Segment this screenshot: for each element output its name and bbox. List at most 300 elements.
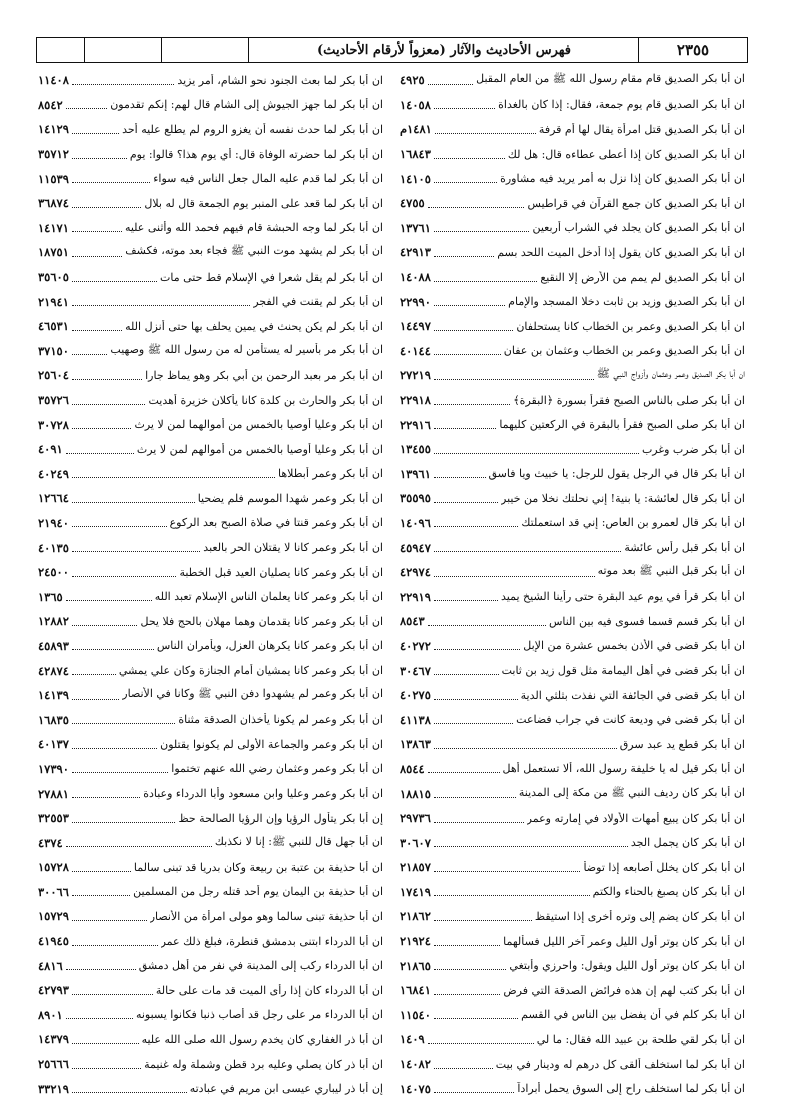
- index-entry: [38, 511, 383, 536]
- entry-number: ١١٥٤٠: [400, 1007, 431, 1022]
- leader-dots: [434, 100, 495, 109]
- index-entry: [400, 191, 745, 216]
- entry-text: ان أبا بكر وعمر وعليا وابن مسعود وأبا الدرداء وعبادة: [143, 787, 383, 801]
- entry-number: ٤٣٧٤: [38, 835, 63, 850]
- entry-number: ٢١٩٤١: [38, 294, 69, 309]
- entry-number: ٤٠١٣٧: [38, 737, 69, 752]
- entry-text: ان أبا بكر قيل له يا خليفة رسول الله، ألا تستعمل أهل: [502, 762, 745, 776]
- index-entry: [400, 978, 745, 1003]
- index-entry: [400, 363, 745, 388]
- entry-text: ان أبا بكر وعمر لم يشهدوا دفن النبي ﷺ وكانا في الأنصار: [122, 687, 383, 701]
- index-entry: [38, 683, 383, 708]
- index-entry: [38, 462, 383, 487]
- leader-dots: [72, 518, 167, 527]
- entry-text: ان أبا بكر لما قعد على المنبر يوم الجمعة قال له بلال: [144, 196, 383, 210]
- leader-dots: [428, 764, 500, 773]
- index-entry: [38, 535, 383, 560]
- entry-number: ١٤٠٧٥: [400, 1081, 431, 1096]
- entry-text: ان أبا بكر وعمر كانا يعلمان الناس الإسلام تعبد الله: [154, 590, 383, 604]
- entry-text: ان أبا بكر الصديق وعمر بن الخطاب وعثمان بن عفان: [503, 344, 745, 358]
- index-entry: [38, 1052, 383, 1077]
- leader-dots: [434, 518, 519, 527]
- leader-dots: [428, 617, 546, 626]
- entry-text: ان أبا بكر قال لعمرو بن العاص: إني قد استعملتك: [521, 516, 745, 530]
- leader-dots: [72, 322, 122, 331]
- leader-dots: [72, 887, 130, 896]
- entry-text: ان أبا بكر كان يجمل الجد: [630, 836, 745, 850]
- entry-text: ان أبا بكر وعمر وعثمان رضي الله عنهم تختموا: [171, 762, 383, 776]
- index-entry: [400, 1076, 745, 1101]
- index-entry: [400, 904, 745, 929]
- entry-number: ١٣٤٥٥: [400, 442, 431, 457]
- leader-dots: [72, 863, 131, 872]
- index-entry: [38, 363, 383, 388]
- index-entry: [38, 142, 383, 167]
- entry-number: ١١٤٠٨: [38, 73, 69, 88]
- entry-text: ان أبا بكر كان يضم إلى وتره أخرى إذا استيقظ: [534, 909, 745, 923]
- leader-dots: [434, 691, 518, 700]
- entry-number: ١٨٨١٥: [400, 786, 431, 801]
- entry-text: ان أبا حذيفة بن عتبة بن ربيعة وكان بدريا قد تبنى سالما: [133, 860, 383, 874]
- index-entry: [38, 68, 383, 93]
- entry-text: ان أبا بكر لم يقل شعرا في الإسلام قط حتى مات: [160, 270, 383, 284]
- leader-dots: [72, 1035, 139, 1044]
- entry-number: ١٧٣٩٠: [38, 761, 69, 776]
- entry-text: ان أبا بكر لم يشهد موت النبي ﷺ فجاء بعد موته، فكشف: [125, 244, 383, 258]
- entry-number: ١٤٣٧٩: [38, 1032, 69, 1047]
- leader-dots: [434, 1010, 518, 1019]
- entry-number: ٤١١٣٨: [400, 712, 431, 727]
- entry-number: ١٣٩٦١: [400, 466, 431, 481]
- leader-dots: [434, 1060, 493, 1069]
- entry-text: ان أبا بكر لما جهز الجيوش إلى الشام قال لهم: إنكم تقدمون: [110, 98, 383, 112]
- entry-text: ان أبا بكر وعمر والجماعة الأولى لم يكونوا يقتلون: [160, 737, 383, 751]
- index-entry: [400, 117, 745, 142]
- entry-number: ٤٨١٦: [38, 958, 63, 973]
- entry-text: ان أبا بكر ضرب وغرب: [641, 442, 745, 456]
- leader-dots: [72, 937, 158, 946]
- entry-text: ان أبا بكر الصديق كان يجلد في الشراب أربعين: [532, 221, 745, 235]
- entry-text: ان أبا بكر لم يقنت في الفجر: [253, 295, 383, 309]
- entry-text: ان أبا ذر كان يصلي وعليه برد قطن وشملة وله غنيمة: [144, 1057, 383, 1071]
- entry-text: ان أبا بكر الصديق وعمر بن الخطاب كانا يستحلفان: [516, 319, 745, 333]
- index-entry: [400, 1027, 745, 1052]
- entry-number: ٣٢٥٥٣: [38, 811, 69, 826]
- index-entry: [38, 658, 383, 683]
- entry-number: ١٢٦٦٤: [38, 491, 69, 506]
- index-entry: [400, 1003, 745, 1028]
- entry-number: ١٥٧٢٩: [38, 909, 69, 924]
- index-entry: [400, 511, 745, 536]
- leader-dots: [72, 174, 150, 183]
- index-entry: [400, 1052, 745, 1077]
- entry-number: ١٤١٧١: [38, 220, 69, 235]
- index-entry: [38, 732, 383, 757]
- entry-text: إن أبا ذر ليباري عيسى ابن مريم في عبادته: [189, 1082, 383, 1096]
- leader-dots: [66, 961, 136, 970]
- leader-dots: [434, 420, 496, 429]
- index-entry: [400, 609, 745, 634]
- leader-dots: [434, 912, 532, 921]
- entry-text: ان أبا بكر قال في الرجل يقول للرجل: يا خبيث ويا فاسق: [488, 467, 745, 481]
- entry-number: ٣٠٦٠٧: [400, 835, 431, 850]
- entry-number: ٢٢٩١٨: [400, 393, 431, 408]
- leader-dots: [434, 592, 498, 601]
- leader-dots: [434, 445, 639, 454]
- leader-dots: [72, 420, 132, 429]
- right-index-column: [400, 68, 745, 1101]
- index-entry: [400, 634, 745, 659]
- entry-number: ١٤١٢٩: [38, 122, 69, 137]
- leader-dots: [66, 100, 107, 109]
- entry-text: ان أبا بكر كتب لهم إن هذه فرائض الصدقة التي فرض: [503, 983, 745, 997]
- entry-number: ٣٥٧١٢: [38, 147, 69, 162]
- index-entry: [38, 314, 383, 339]
- entry-text: ان أبا بكر لما قدم عليه المال جعل الناس فيه سواء: [153, 172, 383, 186]
- entry-text: ان أبا بكر الصديق وزيد بن ثابت دخلا المسجد والإمام: [508, 295, 745, 309]
- entry-text: ان أبا بكر لما حضرته الوفاة قال: أي يوم هذا؟ قالوا: يوم: [129, 147, 383, 161]
- index-entry: [400, 757, 745, 782]
- page-number: ٢٣٥٥: [676, 41, 710, 59]
- leader-dots: [434, 297, 505, 306]
- index-entry: [400, 166, 745, 191]
- entry-text: ان أبا بكر الصديق كان جمع القرآن في قراطيس: [527, 196, 745, 210]
- entry-text: ان أبا بكر الصديق قتل امرأة يقال لها أم قرفة: [538, 122, 745, 136]
- entry-text: ان أبا بكر لم يكن يحنث في يمين يحلف بها حتى أنزل الله: [125, 319, 383, 333]
- leader-dots: [435, 125, 536, 134]
- index-entry: [400, 93, 745, 118]
- entry-number: ١٤٠٩: [400, 1032, 425, 1047]
- leader-dots: [66, 592, 152, 601]
- leader-dots: [72, 223, 122, 232]
- index-entry: [400, 707, 745, 732]
- index-entry: [400, 289, 745, 314]
- index-entry: [400, 462, 745, 487]
- entry-text: ان أبا بكر قضى في الأذن بخمس عشرة من الإبل: [523, 639, 745, 653]
- entry-number: ١٤١٣٩: [38, 688, 69, 703]
- index-entry: [38, 757, 383, 782]
- entry-text: ان أبا بكر لما حدث نفسه أن يغزو الروم لم يطلع عليه أحد: [122, 122, 383, 136]
- leader-dots: [72, 789, 140, 798]
- leader-dots: [72, 740, 157, 749]
- leader-dots: [72, 691, 119, 700]
- leader-dots: [72, 297, 250, 306]
- index-entry: [400, 683, 745, 708]
- leader-dots: [434, 396, 510, 405]
- entry-number: ١١٥٣٩: [38, 171, 69, 186]
- index-entry: [38, 289, 383, 314]
- entry-number: ٢٢٩١٦: [400, 417, 431, 432]
- index-entry: [38, 953, 383, 978]
- entry-number: ١٤٠٩٦: [400, 515, 431, 530]
- entry-number: ٤٠١٣٥: [38, 540, 69, 555]
- entry-number: ١٤٠٥٨: [400, 97, 431, 112]
- leader-dots: [72, 543, 200, 552]
- entry-number: ١٦٨٣٥: [38, 712, 69, 727]
- entry-text: ان أبا بكر لقي طلحة بن عبيد الله فقال: ما لي: [536, 1032, 745, 1046]
- entry-text: ان أبا بكر وعمر لم يكونا يأخذان الصدقة مثناة: [178, 713, 383, 727]
- entry-text: ان أبا بكر وعليا أوصيا بالخمس من أموالهما لمن لا يرث: [134, 418, 383, 432]
- entry-text: ان أبا بكر وعمر أبطلاها: [278, 467, 383, 481]
- index-entry: [38, 904, 383, 929]
- entry-text: ان أبا بكر وعمر كانا يمشيان أمام الجنازة وكان علي يمشي: [118, 664, 383, 678]
- entry-text: ان أبا بكر الصديق وعمر وعثمان وأزواج النبي ﷺ: [596, 367, 745, 381]
- entry-number: ٤١٩٤٥: [38, 934, 69, 949]
- entry-number: ٤٢٩١٣: [400, 245, 431, 260]
- entry-number: ٢٧٢١٩: [400, 368, 431, 383]
- index-entry: [38, 240, 383, 265]
- leader-dots: [72, 814, 176, 823]
- entry-text: ان أبا بكر قبل النبي ﷺ بعد موته: [597, 564, 745, 578]
- entry-text: ان أبا بكر مر بعبد الرحمن بن أبي بكر وهو يماظ جارا: [145, 368, 383, 382]
- entry-number: ٨٥٤٤: [400, 761, 425, 776]
- entry-number: ١٤٤٩٧: [400, 319, 431, 334]
- entry-text: ان أبا الدرداء كان إذا رأى الميت قد مات على حالة: [155, 983, 383, 997]
- entry-number: ١٣٧٦١: [400, 220, 431, 235]
- entry-number: ٤٠٢٧٥: [400, 688, 431, 703]
- leader-dots: [72, 150, 127, 159]
- entry-number: ١٦٨٤١: [400, 983, 431, 998]
- entry-text: ان أبا جهل قال للنبي ﷺ: إنا لا نكذبك: [214, 834, 383, 848]
- entry-number: ٤٢٨٧٤: [38, 663, 69, 678]
- index-entry: [400, 658, 745, 683]
- entry-number: ٢١٨٦٥: [400, 958, 431, 973]
- entry-text: ان أبا الدرداء ركب إلى المدينة في نفر من أهل دمشق: [138, 959, 383, 973]
- entry-number: ١٥٧٢٨: [38, 860, 69, 875]
- entry-number: ٣٠٠٦٦: [38, 884, 69, 899]
- entry-number: ٤٥٩٤٧: [400, 540, 431, 555]
- index-entry: [400, 953, 745, 978]
- entry-text: ان أبا بكر قال لعائشة: يا بنية! إني نحلتك نخلا من خيبر: [501, 491, 745, 505]
- leader-dots: [72, 125, 119, 134]
- entry-text: ان أبا بكر لما استخلف ألقى كل درهم له ودينار في بيت: [495, 1057, 745, 1071]
- index-entry: [38, 412, 383, 437]
- leader-dots: [434, 543, 621, 552]
- entry-number: ٢٥٦٦٦: [38, 1057, 69, 1072]
- index-entry: [38, 929, 383, 954]
- leader-dots: [434, 986, 500, 995]
- entry-number: ١٧٤١٩: [400, 884, 431, 899]
- leader-dots: [434, 937, 500, 946]
- entry-number: ١٦٨٤٣: [400, 147, 431, 162]
- entry-text: ان أبا بكر قضى في وديعة كانت في جراب فضاعت: [516, 713, 745, 727]
- leader-dots: [72, 912, 147, 921]
- entry-number: ١٤٠٨٨: [400, 270, 431, 285]
- entry-text: ان أبا بكر الصديق كان يقول إذا أدخل الميت اللحد بسم: [497, 245, 745, 259]
- entry-text: ان أبا بكر قطع يد عبد سرق: [619, 737, 745, 751]
- entry-number: ٤٥٨٩٣: [38, 638, 69, 653]
- leader-dots: [434, 568, 595, 577]
- entry-text: ان أبا بكر صلى الصبح فقرأ بالبقرة في الركعتين كليهما: [499, 418, 745, 432]
- leader-dots: [434, 666, 499, 675]
- leader-dots: [66, 445, 134, 454]
- leader-dots: [434, 1084, 515, 1093]
- index-entry: [38, 166, 383, 191]
- index-entry: [38, 560, 383, 585]
- entry-number: ١٢٨٨٢: [38, 614, 69, 629]
- leader-dots: [428, 199, 525, 208]
- leader-dots: [72, 1084, 187, 1093]
- leader-dots: [72, 371, 142, 380]
- entry-text: ان أبا حذيفة تبنى سالما وهو مولى امرأة من الأنصار: [149, 909, 383, 923]
- entry-number: ١٤١٠٥: [400, 171, 431, 186]
- entry-number: ٢٢٩١٩: [400, 589, 431, 604]
- entry-text: ان أبا بكر وعمر قنتا في صلاة الصبح بعد الركوع: [169, 516, 383, 530]
- entry-number: ١٤٠٨٢: [400, 1057, 431, 1072]
- entry-text: ان أبا بكر قرأ في يوم عيد البقرة حتى رأينا الشيخ يميد: [501, 590, 745, 604]
- leader-dots: [72, 494, 195, 503]
- entry-number: ٢٤٥٠٠: [38, 565, 69, 580]
- entry-number: ٤٢٧٩٣: [38, 983, 69, 998]
- entry-number: ٢١٩٤٠: [38, 515, 69, 530]
- index-entry: [400, 216, 745, 241]
- index-entry: [38, 830, 383, 855]
- entry-number: ٢٥٦٠٤: [38, 368, 69, 383]
- leader-dots: [72, 273, 157, 282]
- index-entry: [400, 830, 745, 855]
- entry-text: ان أبا بكر وعمر كانا لا يقتلان الحر بالعبد: [203, 541, 383, 555]
- index-entry: [400, 265, 745, 290]
- entry-number: ٣٧١٥٠: [38, 343, 69, 358]
- index-entry: [38, 781, 383, 806]
- leader-dots: [66, 1010, 133, 1019]
- left-index-column: [38, 68, 383, 1101]
- leader-dots: [434, 863, 581, 872]
- leader-dots: [434, 789, 516, 798]
- entry-number: ٣٥٦٠٥: [38, 270, 69, 285]
- entry-text: ان أبا بكر قضى في الجائفة التي نفذت بثلثي الدية: [520, 688, 745, 702]
- index-entry: [38, 880, 383, 905]
- entry-number: ٤٧٥٥: [400, 196, 425, 211]
- entry-number: ٣٠٤٦٧: [400, 663, 431, 678]
- leader-dots: [434, 322, 513, 331]
- entry-number: ٢٧٨٨١: [38, 786, 69, 801]
- leader-dots: [434, 740, 617, 749]
- leader-dots: [72, 986, 153, 995]
- entry-text: ان أبا الدرداء ابتنى بدمشق قنطرة، فبلغ ذلك عمر: [160, 934, 383, 948]
- leader-dots: [72, 346, 108, 355]
- leader-dots: [72, 715, 175, 724]
- entry-text: ان أبا بكر صلى بالناس الصبح فقرأ بسورة ﴿البقرة﴾: [513, 393, 745, 407]
- entry-text: ان أبا حذيفة بن اليمان يوم أحد قتله رجل من المسلمين: [133, 885, 383, 899]
- entry-text: ان أبا بكر مر بأسير له يستأمن له من رسول الله ﷺ وصهيب: [110, 342, 383, 356]
- leader-dots: [72, 666, 116, 675]
- entry-text: ان أبا بكر قبل رأس عائشة: [624, 541, 745, 555]
- leader-dots: [434, 273, 537, 282]
- entry-text: ان أبا بكر وعمر كانا يكرهان العزل، ويأمران الناس: [156, 639, 383, 653]
- leader-dots: [72, 76, 174, 85]
- index-entry: [38, 855, 383, 880]
- entry-number: ٢١٨٥٧: [400, 860, 431, 875]
- entry-text: ان أبا بكر كان يوتر أول الليل وعمر آخر الليل فسألهما: [503, 934, 745, 948]
- entry-text: ان أبا بكر وعمر شهدا الموسم فلم يضحيا: [197, 491, 383, 505]
- index-entry: [400, 560, 745, 585]
- entry-text: ان أبا بكر كلم في أن يفضل بين الناس في القسم: [521, 1008, 745, 1022]
- entry-text: ان أبا بكر كان يخلل أصابعه إذا توضأ: [583, 860, 745, 874]
- index-entry: [38, 1027, 383, 1052]
- leader-dots: [434, 223, 530, 232]
- index-entry: [400, 412, 745, 437]
- entry-number: ٣٣٢١٩: [38, 1081, 69, 1096]
- entry-number: ١٣٨٦٣: [400, 737, 431, 752]
- index-entry: [400, 68, 745, 93]
- leader-dots: [72, 396, 146, 405]
- entry-number: ٢١٨٦٢: [400, 909, 431, 924]
- index-entry: [38, 486, 383, 511]
- leader-dots: [428, 76, 473, 85]
- entry-number: ٣٠٧٢٨: [38, 417, 69, 432]
- running-title: فهرس الأحاديث والآثار (معزواً لأرقام الأحاديث): [317, 42, 571, 58]
- entry-number: ٣٦٨٧٤: [38, 196, 69, 211]
- entry-text: ان أبا بكر كان رديف النبي ﷺ من مكة إلى المدينة: [518, 785, 745, 799]
- index-entry: [38, 339, 383, 364]
- page-header: [36, 37, 748, 63]
- entry-text: ان أبا بكر الصديق كان إذا نزل به أمر يريد فيه مشاورة: [500, 172, 745, 186]
- index-entry: [38, 1076, 383, 1101]
- leader-dots: [72, 469, 275, 478]
- entry-text: ان أبا بكر قسم قسما فسوى فيه بين الناس: [548, 614, 745, 628]
- index-entry: [38, 388, 383, 413]
- leader-dots: [434, 174, 497, 183]
- index-entry: [38, 584, 383, 609]
- leader-dots: [72, 617, 138, 626]
- index-entry: [38, 216, 383, 241]
- entry-number: ٤٢٩٧٤: [400, 565, 431, 580]
- entry-text: ان أبا بكر وعمر كانا يقدمان وهما مهلان بالحج فلا يحل: [140, 614, 383, 628]
- header-divider: [84, 38, 85, 62]
- index-entry: [400, 314, 745, 339]
- leader-dots: [434, 814, 524, 823]
- entry-text: ان أبا بكر كان يبيع أمهات الأولاد في إمارته وعمر: [526, 811, 745, 825]
- leader-dots: [72, 248, 122, 257]
- leader-dots: [72, 764, 168, 773]
- index-entry: [38, 806, 383, 831]
- entry-number: ٤٦٥٣١: [38, 319, 69, 334]
- index-entry: [400, 806, 745, 831]
- entry-text: ان أبا بكر الصديق قام مقام رسول الله ﷺ من العام المقبل: [476, 72, 745, 86]
- leader-dots: [434, 715, 513, 724]
- entry-number: ٤٠٢٤٩: [38, 466, 69, 481]
- leader-dots: [72, 568, 177, 577]
- entry-number: ٢١٩٢٤: [400, 934, 431, 949]
- leader-dots: [434, 838, 628, 847]
- entry-number: ٤٠١٤٤: [400, 343, 431, 358]
- leader-dots: [434, 346, 501, 355]
- index-entry: [400, 781, 745, 806]
- entry-text: ان أبا بكر لما بعث الجنود نحو الشام، أمر يزيد: [177, 73, 383, 87]
- entry-number: ٤٠٢٧٢: [400, 638, 431, 653]
- entry-text: ان أبا بكر كان يصبغ بالحناء والكتم: [592, 885, 745, 899]
- entry-text: ان أبا ذر الغفاري كان يخدم رسول الله صلى الله عليه: [141, 1032, 383, 1046]
- entry-text: ان أبا بكر الصديق قام يوم جمعة، فقال: إذا كان بالغداة: [498, 98, 745, 112]
- entry-number: ٢٢٩٩٠: [400, 294, 431, 309]
- index-entry: [38, 93, 383, 118]
- entry-number: ٨٥٤٣: [400, 614, 425, 629]
- leader-dots: [434, 494, 498, 503]
- index-entry: [400, 880, 745, 905]
- header-divider: [248, 38, 249, 62]
- index-entry: [400, 486, 745, 511]
- index-entry: [38, 437, 383, 462]
- entry-number: ٣٥٥٩٥: [400, 491, 431, 506]
- entry-number: ٨٩٠١: [38, 1007, 63, 1022]
- entry-number: ٤٠٩١: [38, 442, 63, 457]
- leader-dots: [72, 199, 141, 208]
- index-entry: [400, 732, 745, 757]
- entry-text: ان أبا بكر قضى في أهل اليمامة مثل قول زيد بن ثابت: [501, 664, 745, 678]
- leader-dots: [434, 150, 505, 159]
- index-entry: [400, 388, 745, 413]
